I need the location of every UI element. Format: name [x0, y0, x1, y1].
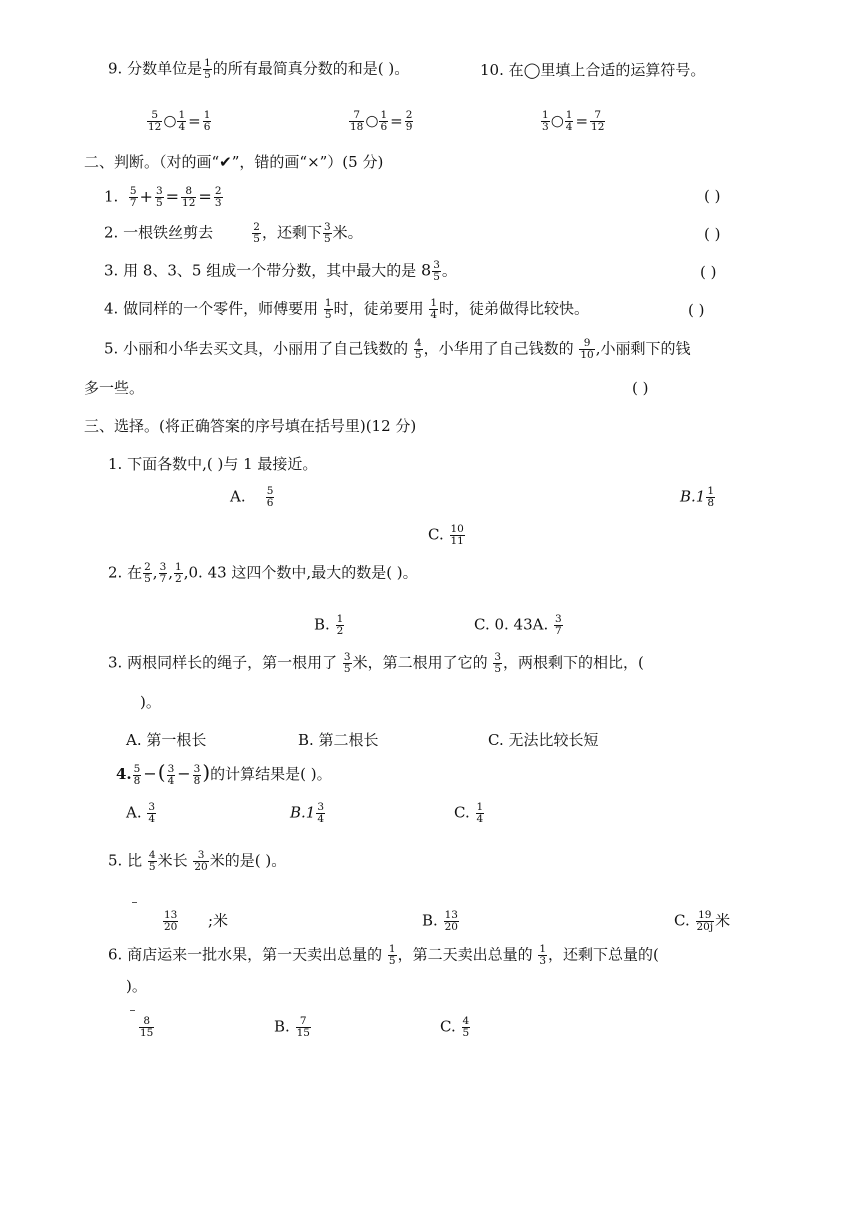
fraction [177, 110, 186, 133]
question-10: 10. 在◯里填上合适的运算符号。 [480, 61, 706, 79]
numerator: 1 [175, 561, 182, 573]
denominator: 15 [140, 1027, 154, 1039]
math-operator: = [575, 111, 589, 130]
equation-2 [348, 110, 414, 133]
text-run: 3. 两根同样长的绳子，第一根用了 [108, 653, 338, 672]
text-run: C. [440, 1017, 456, 1036]
fraction [590, 110, 605, 133]
numerator: 1 [324, 297, 332, 309]
answer-circle[interactable]: ○ [365, 111, 379, 130]
denominator: 5 [462, 1027, 470, 1039]
choice-q6-answer-paren[interactable]: )。 [126, 977, 147, 995]
numerator: 3 [494, 651, 502, 663]
denominator: 4 [565, 121, 573, 133]
denominator: 5 [388, 955, 396, 967]
fraction [706, 486, 715, 509]
numerator: 1 [388, 943, 396, 955]
choice-q5-stem [108, 850, 286, 873]
numerator: 1 [203, 109, 211, 121]
denominator: 15 [296, 1027, 310, 1039]
text-run: ，第二天卖出总量的 [397, 945, 533, 964]
answer-paren[interactable]: ( ) [632, 379, 649, 397]
numerator: 2 [253, 221, 260, 233]
answer-paren[interactable]: ( ) [700, 263, 717, 281]
denominator: 5 [323, 233, 331, 245]
denominator: 2 [175, 573, 182, 585]
choice-q3-option-b[interactable]: B. 第二根长 [298, 731, 379, 749]
denominator: 12 [182, 197, 196, 209]
answer-paren[interactable]: ( ) [704, 225, 721, 243]
text-run: ，两根剩下的相比，( [503, 653, 644, 672]
text-run: 5. 比 [108, 851, 143, 870]
denominator: 4 [167, 774, 175, 787]
fraction [696, 910, 715, 933]
numerator: 2 [405, 109, 413, 121]
question-9 [108, 58, 409, 81]
numerator: 4 [148, 849, 156, 861]
equation-1 [146, 110, 212, 133]
numerator: 5 [151, 109, 159, 121]
text-run: B. [274, 1017, 290, 1036]
fraction [349, 110, 364, 133]
text-run: ) [202, 760, 211, 784]
denominator: 5 [155, 197, 163, 209]
fraction [147, 802, 156, 825]
text-run: C. [428, 525, 444, 544]
judge-item-3 [104, 260, 457, 283]
numerator: 1 [707, 485, 715, 497]
answer-paren[interactable]: ( ) [704, 187, 721, 205]
choice-q3-option-c[interactable]: C. 无法比较长短 [488, 731, 599, 749]
fraction [214, 186, 223, 209]
fraction [323, 222, 332, 245]
numerator: 3 [159, 561, 167, 573]
text-run: B.1 [290, 803, 316, 822]
text-run: 米的是( )。 [209, 851, 287, 870]
text-run: 时，徒弟做得比较快。 [439, 299, 590, 318]
numerator: 8 [185, 185, 193, 197]
choice-q6-option-c[interactable] [440, 1016, 471, 1039]
denominator: 3 [542, 121, 549, 133]
answer-paren[interactable]: ( ) [688, 301, 705, 319]
numerator: 5 [266, 485, 274, 497]
denominator: 20 [194, 861, 208, 873]
denominator: 20 [444, 921, 458, 933]
fraction [432, 260, 441, 283]
text-run: 4. [116, 765, 132, 783]
denominator: 5 [433, 271, 440, 283]
choice-q1-option-c[interactable] [428, 524, 466, 547]
text-run: C. [454, 803, 470, 822]
judge-item-2 [104, 222, 363, 245]
numerator: 3 [343, 651, 351, 663]
choice-q6-option-a[interactable] [138, 1016, 155, 1039]
fraction [148, 850, 157, 873]
choice-q2-stem [108, 562, 418, 585]
text-run: C. [674, 911, 690, 930]
text-run: , [168, 563, 174, 582]
denominator: 4 [430, 309, 438, 321]
numerator: 1 [204, 57, 211, 69]
numerator: 9 [583, 337, 591, 349]
section-choice-header: 三、选择。(将正确答案的序号填在括号里)(12 分) [84, 417, 417, 435]
denominator: 4 [476, 813, 484, 825]
fraction [493, 652, 502, 675]
numerator: 1 [539, 943, 547, 955]
math-operator: = [198, 186, 212, 206]
fraction [266, 486, 275, 509]
fraction [296, 1016, 311, 1039]
numerator: 2 [144, 561, 151, 573]
text-run: 的计算结果是( )。 [210, 765, 332, 783]
denominator: 6 [266, 497, 274, 509]
fraction [565, 110, 574, 133]
math-operator: = [165, 186, 180, 206]
text-run: 8 [421, 260, 432, 280]
numerator: 4 [414, 337, 422, 349]
denominator: 11 [450, 535, 464, 547]
denominator: 12 [148, 121, 162, 133]
text-run: B. [314, 615, 330, 634]
fraction [147, 110, 162, 133]
numerator: 3 [197, 849, 205, 861]
fraction [336, 614, 345, 637]
denominator: 3 [214, 197, 222, 209]
numerator: 1 [565, 109, 573, 121]
denominator: 18 [350, 121, 364, 133]
numerator: 1 [336, 613, 344, 625]
choice-q1-option-b[interactable] [680, 486, 716, 509]
denominator: 5 [148, 861, 156, 873]
numerator: 7 [299, 1015, 307, 1027]
text-run: 9. 分数单位是 [108, 59, 203, 78]
text-run: ,小丽剩下的钱 [595, 339, 691, 358]
text-run: 米，第二根用了它的 [352, 653, 488, 672]
choice-q6-option-b[interactable] [274, 1016, 312, 1039]
fraction [181, 186, 196, 209]
fraction [414, 338, 423, 361]
text-run: 5. 小丽和小华去买文具，小丽用了自己钱数的 [104, 339, 409, 358]
fraction [133, 764, 142, 787]
denominator: 2 [336, 625, 344, 637]
text-run: , [152, 563, 158, 582]
fraction [429, 298, 438, 321]
numerator: 10 [450, 523, 464, 535]
choice-q1-stem: 1. 下面各数中,( )与 1 最接近。 [108, 455, 318, 473]
choice-q5-option-b[interactable] [422, 910, 460, 933]
math-operator: − [177, 764, 191, 783]
denominator: 4 [317, 813, 325, 825]
numerator: 5 [129, 185, 137, 197]
denominator: 12 [591, 121, 605, 133]
answer-circle[interactable]: ○ [163, 111, 177, 130]
numerator: 2 [214, 185, 222, 197]
numerator: 1 [430, 297, 438, 309]
fraction [159, 562, 168, 585]
text-run: 米长 [157, 851, 188, 870]
text-run: 2. 在 [108, 563, 143, 582]
denominator: 6 [203, 121, 211, 133]
fraction [343, 652, 352, 675]
fraction [579, 338, 594, 361]
fraction [143, 562, 152, 585]
answer-circle[interactable]: ○ [550, 111, 564, 130]
fraction [139, 1016, 154, 1039]
numerator: 3 [323, 221, 331, 233]
text-run: 米。 [332, 223, 363, 242]
numerator: 1 [178, 109, 186, 121]
fraction [316, 802, 325, 825]
denominator: 5 [253, 233, 260, 245]
fraction [444, 910, 459, 933]
text-run: 2. 一根铁丝剪去 [104, 223, 214, 242]
denominator: 5 [144, 573, 151, 585]
fraction [193, 850, 208, 873]
fraction [203, 58, 212, 81]
fraction [541, 110, 550, 133]
fraction [388, 944, 397, 967]
fraction [155, 186, 164, 209]
choice-q3-stem [108, 652, 644, 675]
judge-item-1 [104, 186, 224, 209]
judge-item-4 [104, 298, 589, 321]
numerator: 7 [594, 109, 602, 121]
math-operator: = [390, 111, 403, 130]
denominator: 5 [324, 309, 332, 321]
text-run: 6. 商店运来一批水果，第一天卖出总量的 [108, 945, 383, 964]
numerator: 19 [698, 909, 712, 921]
denominator: 4 [148, 813, 156, 825]
denominator: 3 [539, 955, 547, 967]
stray-mark [132, 902, 137, 903]
text-run: ，还剩下总量的( [548, 945, 659, 964]
numerator: 3 [433, 259, 440, 271]
numerator: 1 [542, 109, 549, 121]
fraction [405, 110, 414, 133]
text-run: ;米 [207, 911, 229, 930]
text-run: 1. [104, 187, 119, 206]
numerator: 13 [164, 909, 178, 921]
fraction [462, 1016, 471, 1039]
fraction [538, 944, 547, 967]
numerator: 3 [555, 613, 562, 625]
math-operator: = [188, 111, 201, 130]
denominator: 7 [159, 573, 167, 585]
choice-q2-option-b[interactable] [314, 614, 345, 637]
text-run: A. [230, 487, 246, 506]
numerator: 5 [133, 762, 141, 775]
text-run: A. [126, 803, 142, 822]
fraction [203, 110, 212, 133]
choice-q5-option-a[interactable] [162, 910, 228, 933]
choice-q2-option-ca[interactable] [474, 614, 564, 637]
fraction [476, 802, 485, 825]
fraction [379, 110, 388, 133]
choice-q6-stem [108, 944, 659, 967]
numerator: 4 [462, 1015, 470, 1027]
choice-q4-option-b[interactable] [290, 802, 326, 825]
fraction [324, 298, 333, 321]
equation-3 [540, 110, 606, 133]
fraction [450, 524, 465, 547]
text-run: 时，徒弟要用 [333, 299, 424, 318]
denominator: 10 [580, 349, 594, 361]
denominator: 6 [380, 121, 388, 133]
choice-q1-option-a[interactable] [230, 486, 275, 509]
numerator: 1 [380, 109, 388, 121]
section-judge-header: 二、判断。（对的画“✔”，错的画“×”）(5 分) [84, 153, 384, 171]
text-run: C. 0. 43A. [474, 615, 549, 634]
denominator: 5 [494, 663, 502, 675]
denominator: 5 [343, 663, 351, 675]
fraction [129, 186, 138, 209]
denominator: 8 [193, 774, 201, 787]
text-run: 。 [441, 261, 457, 280]
text-run: ,0. 43 这四个数中,最大的数是( )。 [183, 563, 418, 582]
choice-q4-stem [116, 762, 332, 787]
choice-q3-answer-paren[interactable]: )。 [140, 693, 161, 711]
denominator: 4 [178, 121, 186, 133]
text-run: B. [422, 911, 438, 930]
text-run: B.1 [680, 487, 706, 506]
text-run: 米 [715, 911, 731, 930]
denominator: 5 [414, 349, 422, 361]
numerator: 8 [143, 1015, 151, 1027]
numerator: 3 [167, 762, 175, 775]
denominator: 20 [164, 921, 178, 933]
text-run: ，小华用了自己钱数的 [423, 339, 574, 358]
math-operator: + [139, 186, 153, 206]
numerator: 3 [317, 801, 325, 813]
judge-item-5-cont: 多一些。 [84, 379, 145, 397]
denominator: 9 [405, 121, 413, 133]
text-run: ，还剩下 [261, 223, 322, 242]
numerator: 1 [476, 801, 484, 813]
stray-mark [130, 1010, 135, 1011]
choice-q3-option-a[interactable]: A. 第一根长 [126, 731, 207, 749]
numerator: 7 [353, 109, 361, 121]
choice-q4-option-c[interactable] [454, 802, 485, 825]
denominator: 8 [707, 497, 715, 509]
math-operator: − [143, 764, 157, 783]
fraction [174, 562, 183, 585]
denominator: 7 [129, 197, 137, 209]
fraction [163, 910, 178, 933]
denominator: 20j [696, 921, 714, 933]
choice-q5-option-c[interactable] [674, 910, 730, 933]
judge-item-5 [104, 338, 691, 361]
fraction [554, 614, 563, 637]
numerator: 3 [155, 185, 163, 197]
choice-q4-option-a[interactable] [126, 802, 157, 825]
numerator: 3 [193, 762, 201, 775]
fraction [252, 222, 261, 245]
denominator: 5 [204, 69, 211, 81]
numerator: 13 [444, 909, 458, 921]
text-run: ( [157, 760, 166, 784]
text-run: 4. 做同样的一个零件，师傅要用 [104, 299, 319, 318]
text-run: 的所有最简真分数的和是( )。 [212, 59, 410, 78]
denominator: 8 [133, 774, 141, 787]
numerator: 3 [148, 801, 156, 813]
denominator: 7 [555, 625, 562, 637]
fraction [193, 764, 202, 787]
fraction [167, 764, 176, 787]
text-run: 3. 用 8、3、5 组成一个带分数，其中最大的是 [104, 261, 417, 280]
